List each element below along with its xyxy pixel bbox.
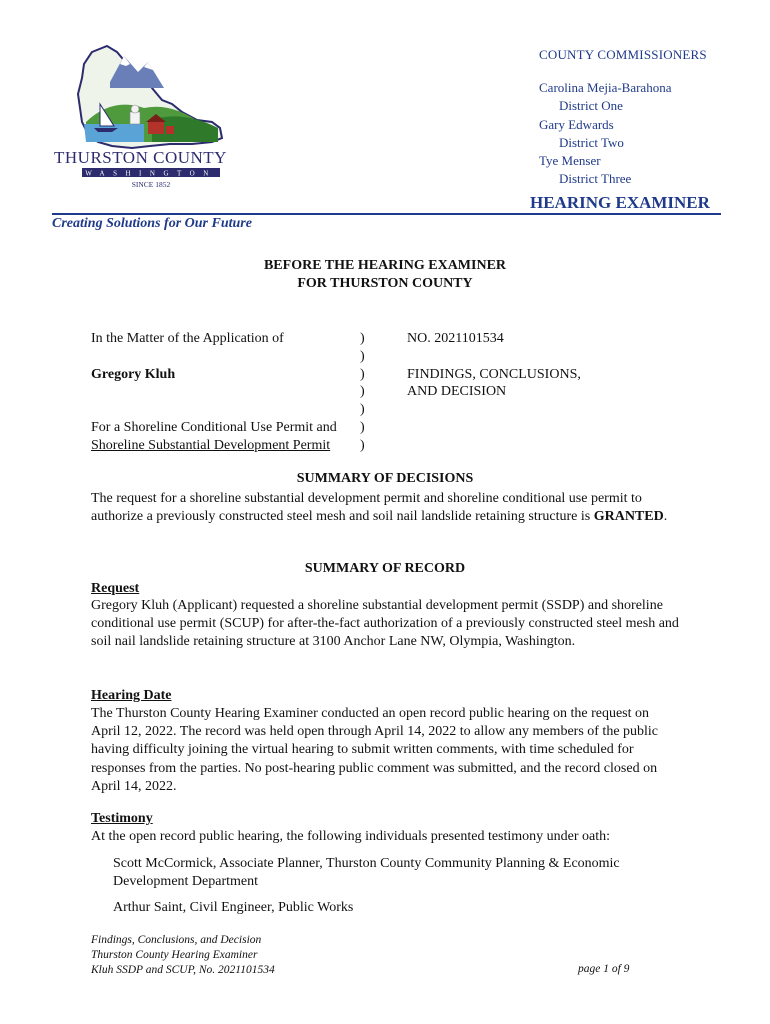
- summary-record-heading: SUMMARY OF RECORD: [304, 561, 466, 576]
- thurston-county-logo-icon: [52, 42, 247, 192]
- permit-type-line: Shoreline Substantial Development Permit: [91, 438, 331, 453]
- footer-line-1: Findings, Conclusions, and Decision: [91, 934, 262, 946]
- commissioner-district: District Three: [559, 171, 632, 187]
- svg-text:WASHINGTON: WASHINGTON: [85, 169, 217, 178]
- commissioners-title: COUNTY COMMISSIONERS: [539, 47, 707, 62]
- header-divider: [52, 213, 721, 215]
- hearing-date-heading: Hearing Date: [91, 688, 172, 703]
- commissioner-district: District One: [559, 98, 623, 114]
- testimony-heading: Testimony: [91, 811, 153, 826]
- witness-item: Arthur Saint, Civil Engineer, Public Works: [113, 900, 354, 915]
- doc-type-line-2: AND DECISION: [407, 384, 507, 399]
- testimony-intro: At the open record public hearing, the following individuals presented testimony under oath:: [91, 829, 611, 844]
- footer-line-2: Thurston County Hearing Examiner: [91, 949, 258, 961]
- paren: ): [360, 384, 365, 400]
- hearing-date-text: The Thurston County Hearing Examiner conducted an open record public hearing on the request on April 12, 2022. The record was held open through April 14, 2022 to allow any members of the public having difficulty joining the virtual hearing to submit written comments, with time scheduled for responses from the parties. No post-hearing public comment was submitted, and the record closed on April 14, 2022.: [91, 706, 659, 794]
- matter-of: In the Matter of the Application of: [91, 331, 284, 346]
- department-title: HEARING EXAMINER: [530, 193, 710, 212]
- svg-text:SINCE 1852: SINCE 1852: [131, 180, 171, 189]
- summary-decisions-text: [91, 490, 681, 526]
- commissioner-name: Tye Menser: [539, 153, 601, 169]
- paren: ): [360, 366, 365, 382]
- paren: ): [360, 331, 365, 346]
- caption-line-1: BEFORE THE HEARING EXAMINER: [263, 258, 507, 273]
- permit-for-line: For a Shoreline Conditional Use Permit and: [91, 420, 337, 435]
- commissioner-name: Gary Edwards: [539, 116, 614, 132]
- decision-text: The request for a shoreline substantial development permit and shoreline conditional use permit to authorize a previously constructed steel mesh and soil nail landslide retaining structure is: [91, 491, 642, 525]
- tagline: Creating Solutions for Our Future: [52, 216, 252, 231]
- commissioners-block: [539, 46, 707, 188]
- caption-line-2: FOR THURSTON COUNTY: [297, 276, 473, 291]
- paren: ): [360, 419, 365, 435]
- paren: ): [360, 348, 365, 364]
- case-number: NO. 2021101534: [407, 331, 504, 346]
- paren: ): [360, 437, 365, 453]
- commissioner-name: Carolina Mejia-Barahona: [539, 80, 672, 96]
- decision-period: .: [663, 509, 668, 525]
- caption-parentheses: [360, 330, 365, 455]
- commissioner-district: District Two: [559, 134, 624, 150]
- page-footer: [91, 933, 275, 978]
- request-heading: Request: [91, 581, 140, 596]
- summary-decisions-heading: SUMMARY OF DECISIONS: [296, 471, 474, 486]
- witness-item: Scott McCormick, Associate Planner, Thurston County Community Planning & Economic Development Department: [113, 856, 620, 890]
- page-number: page 1 of 9: [578, 963, 630, 975]
- doc-type-line-1: FINDINGS, CONCLUSIONS,: [407, 367, 581, 382]
- request-text: Gregory Kluh (Applicant) requested a shoreline substantial development permit (SSDP) and shoreline conditional use permit (SCUP) for after-the-fact authorization of a previously constructed steel mesh and soil nail landslide retaining structure at 3100 Anchor Lane NW, Olympia, Washington.: [91, 598, 679, 650]
- paren: ): [360, 402, 365, 418]
- decision-result: GRANTED: [593, 509, 664, 525]
- logo-name-text: THURSTON COUNTY: [54, 148, 227, 167]
- county-logo: [52, 42, 247, 192]
- footer-line-3: Kluh SSDP and SCUP, No. 2021101534: [91, 964, 275, 976]
- applicant-name: Gregory Kluh: [91, 367, 176, 382]
